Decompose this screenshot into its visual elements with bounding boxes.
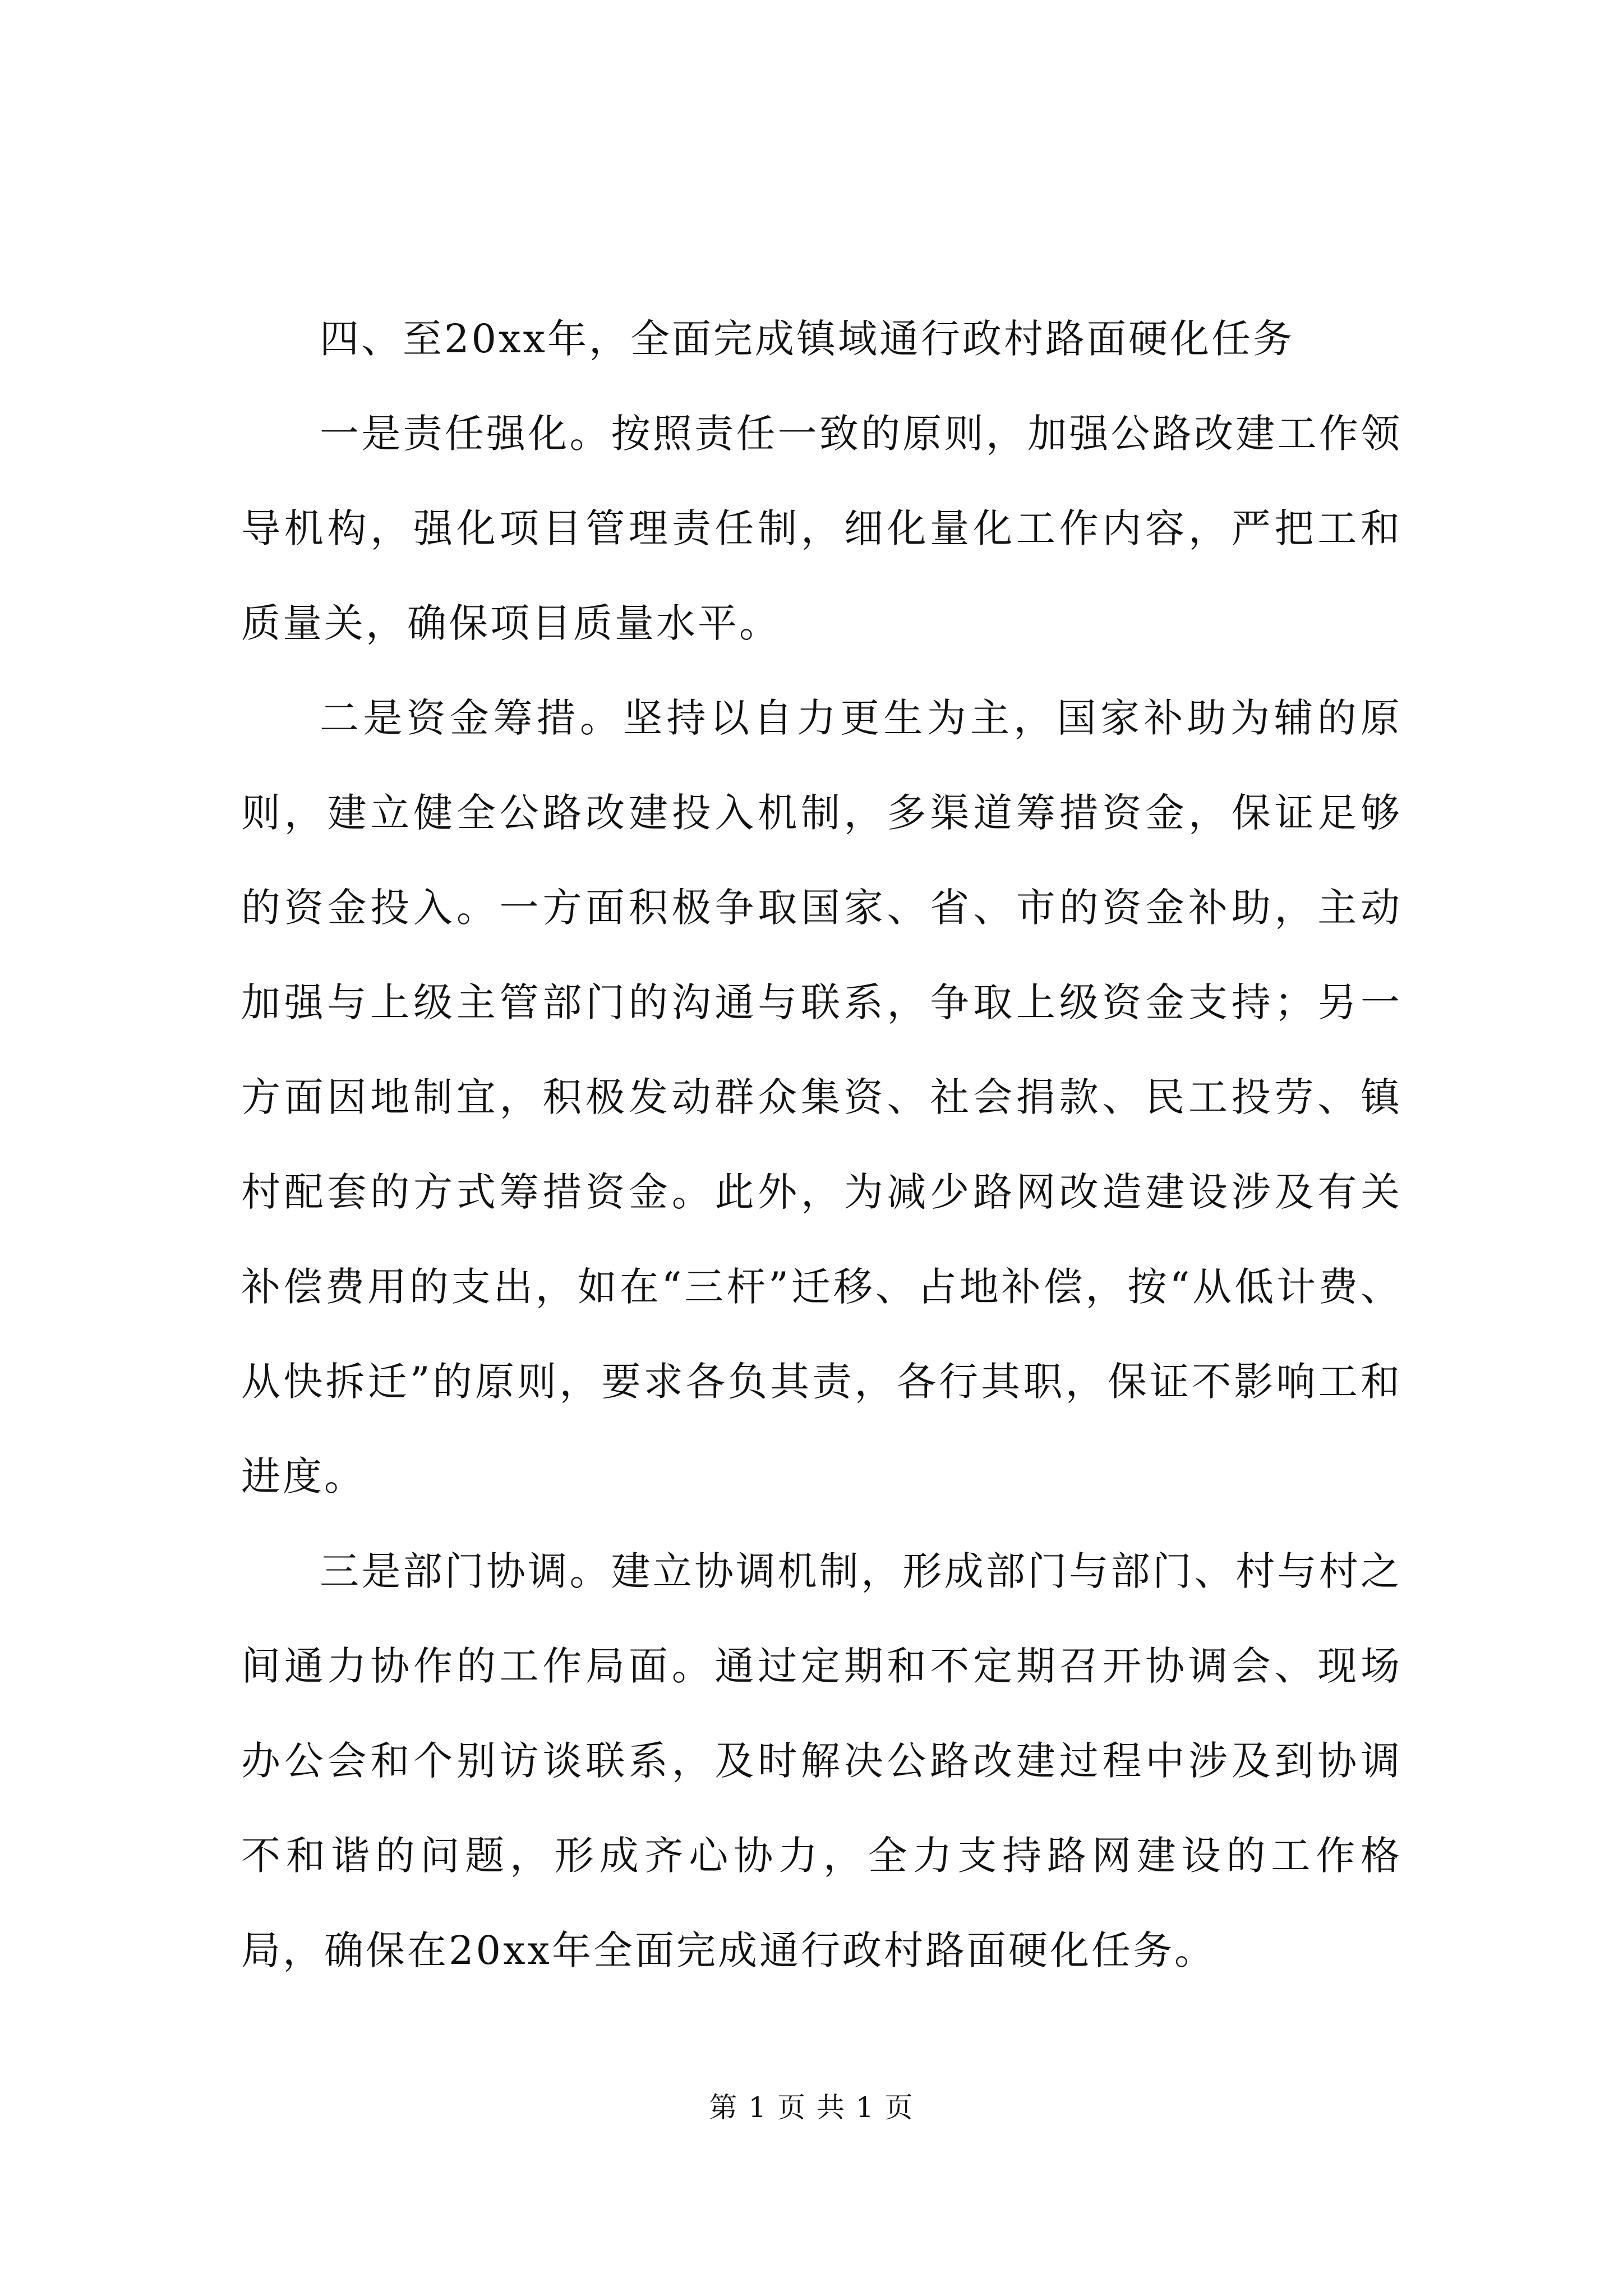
section-heading: 四、至20xx年，全面完成镇域通行政村路面硬化任务 <box>320 316 1295 362</box>
paragraph-funding: 二是资金筹措。坚持以自力更生为主，国家补助为辅的原则，建立健全公路改建投入机制，多渠道筹措资金，保证足够的资金投入。一方面积极争取国家、省、市的资金补助，主动加强与上级主管部门的沟通与联系，争取上级资金支持；另一方面因地制宜，积极发动群众集资、社会捐款、民工投劳、镇村配套的方式筹措资金。此外，为减少路网改造建设涉及有关补偿费用的支出，如在“三杆”迁移、占地补偿，按“从低计费、从快拆迁”的原则，要求各负其责，各行其职，保证不影响工和进度。 <box>241 695 1402 1499</box>
paragraph-responsibility: 一是责任强化。按照责任一致的原则，加强公路改建工作领导机构，强化项目管理责任制，细化量化工作内容，严把工和质量关，确保项目质量水平。 <box>241 411 1402 646</box>
page-number-footer: 第 1 页 共 1 页 <box>709 2091 914 2124</box>
document-body <box>241 292 1402 1998</box>
paragraph-coordination: 三是部门协调。建立协调机制，形成部门与部门、村与村之间通力协作的工作局面。通过定期和不定期召开协调会、现场办公会和个别访谈联系，及时解决公路改建过程中涉及到协调不和谐的问题，形成齐心协力，全力支持路网建设的工作格局，确保在20xx年全面完成通行政村路面硬化任务。 <box>241 1548 1402 1973</box>
